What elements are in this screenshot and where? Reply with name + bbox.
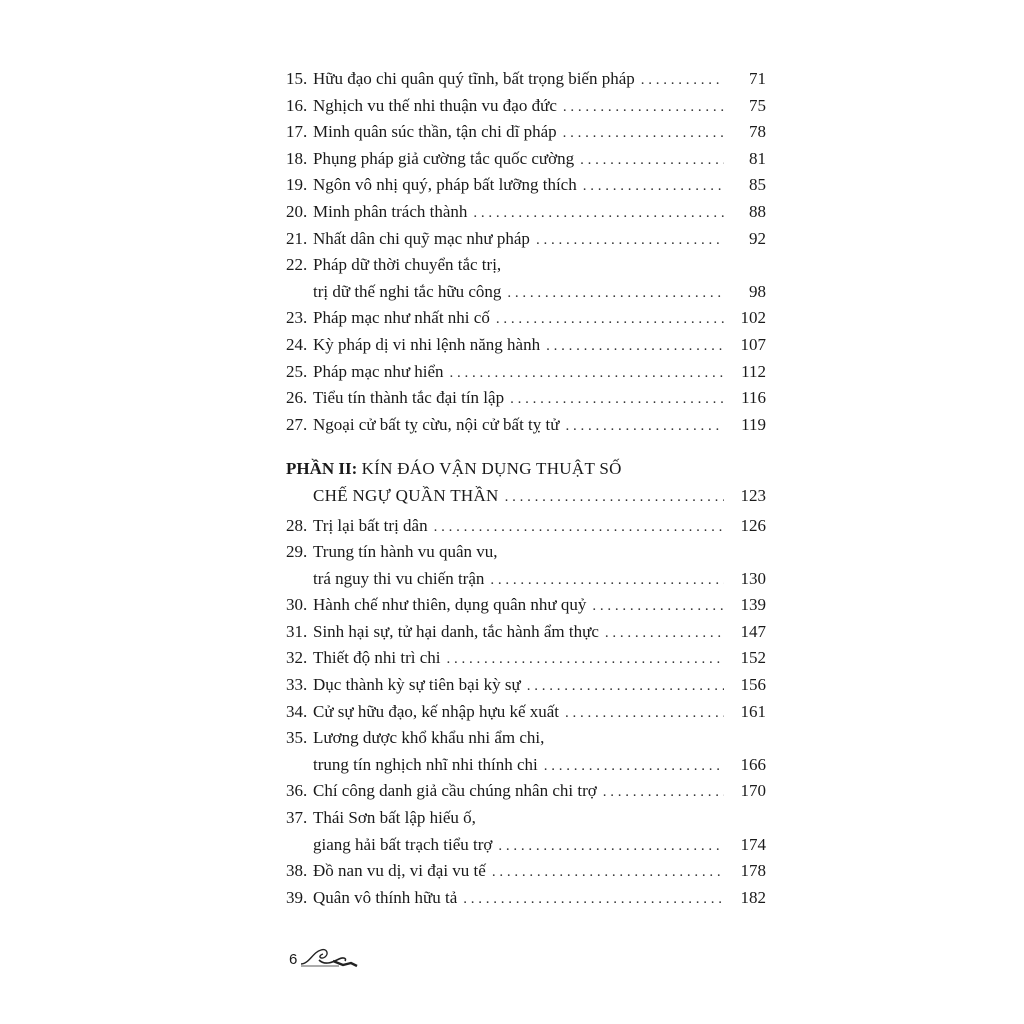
part-page-number: 123: [740, 485, 766, 505]
entry-title: Trị lại bất trị dân: [313, 515, 428, 535]
entry-title: Tiểu tín thành tắc đại tín lập: [313, 388, 505, 408]
entry-number: 29.: [286, 542, 308, 562]
dot-leader: [498, 833, 724, 860]
entry-number: 25.: [286, 361, 308, 381]
toc-entry: [286, 619, 766, 646]
part-heading: [286, 459, 766, 512]
dot-leader: [450, 360, 724, 387]
toc-entry-line: [286, 619, 766, 646]
dot-leader: [434, 514, 724, 541]
toc-entry: [286, 885, 766, 912]
entry-title: Minh quân súc thần, tận chi dĩ pháp: [313, 122, 557, 142]
toc-entry: [286, 385, 766, 412]
entry-page-number: 98: [749, 281, 766, 301]
part-spacer: [286, 438, 766, 459]
entry-number: 33.: [286, 675, 308, 695]
entry-page-number: 102: [740, 308, 766, 328]
entry-number: 38.: [286, 861, 308, 881]
entry-title: giang hải bất trạch tiểu trợ: [313, 834, 493, 854]
toc-entry: [286, 592, 766, 619]
entry-page-number: 130: [740, 568, 766, 588]
toc-entry-line: [286, 832, 766, 859]
toc-entry: [286, 66, 766, 93]
dot-leader: [603, 779, 724, 806]
entry-page-number: 174: [740, 834, 766, 854]
entry-number: 27.: [286, 414, 308, 434]
dot-leader: [490, 567, 724, 594]
entry-title: trá nguy thi vu chiến trận: [313, 568, 485, 588]
part-title-line-1: KÍN ĐÁO VẬN DỤNG THUẬT SỐ: [361, 459, 622, 479]
toc-entry: [286, 645, 766, 672]
dot-leader: [492, 859, 724, 886]
part-heading-line-1: [286, 459, 766, 486]
dot-leader: [527, 673, 724, 700]
entry-page-number: 112: [741, 361, 766, 381]
toc-entry: [286, 93, 766, 120]
entry-title: Pháp mạc như nhất nhi cố: [313, 308, 490, 328]
toc-entry-line: [286, 672, 766, 699]
toc-entry: [286, 672, 766, 699]
entry-page-number: 119: [741, 414, 766, 434]
toc-entry: [286, 805, 766, 858]
entry-title: Nghịch vu thế nhi thuận vu đạo đức: [313, 95, 557, 115]
toc-entry-line: [286, 592, 766, 619]
toc-entry-line: [286, 513, 766, 540]
entry-title: Cử sự hữu đạo, kế nhập hựu kế xuất: [313, 701, 560, 721]
toc-entry: [286, 778, 766, 805]
entry-page-number: 170: [740, 781, 766, 801]
entry-number: 35.: [286, 728, 308, 748]
toc-entry-line: [286, 752, 766, 779]
toc-entry-line: [286, 885, 766, 912]
toc-group-part-two: [286, 513, 766, 912]
entry-number: 32.: [286, 648, 308, 668]
entry-number: 17.: [286, 122, 308, 142]
entry-number: 39.: [286, 887, 308, 907]
toc-entry-line: [286, 252, 766, 279]
entry-page-number: 81: [749, 148, 766, 168]
dot-leader: [496, 306, 724, 333]
entry-number: 37.: [286, 808, 308, 828]
entry-title: Kỳ pháp dị vi nhi lệnh năng hành: [313, 334, 541, 354]
entry-page-number: 182: [740, 887, 766, 907]
entry-page-number: 88: [749, 201, 766, 221]
entry-number: 30.: [286, 595, 308, 615]
table-of-contents: [286, 66, 766, 911]
entry-page-number: 126: [740, 515, 766, 535]
entry-page-number: 107: [740, 334, 766, 354]
entry-number: 36.: [286, 781, 308, 801]
part-heading-line-2: [286, 486, 766, 513]
page-number: 6: [289, 951, 298, 968]
toc-entry: [286, 172, 766, 199]
toc-entry-line: [286, 539, 766, 566]
entry-title: Trung tín hành vu quân vu,: [313, 542, 498, 562]
toc-entry-line: [286, 359, 766, 386]
entry-page-number: 166: [740, 754, 766, 774]
entry-title: Pháp mạc như hiển: [313, 361, 444, 381]
toc-entry: [286, 858, 766, 885]
entry-page-number: 156: [740, 675, 766, 695]
toc-entry: [286, 699, 766, 726]
entry-page-number: 178: [740, 861, 766, 881]
toc-entry-line: [286, 279, 766, 306]
dot-leader: [565, 700, 724, 727]
toc-entry-line: [286, 226, 766, 253]
toc-entry: [286, 226, 766, 253]
entry-page-number: 147: [740, 621, 766, 641]
entry-title: Phụng pháp giả cường tắc quốc cường: [313, 148, 575, 168]
dot-leader: [641, 67, 724, 94]
entry-number: 16.: [286, 95, 308, 115]
toc-entry: [286, 146, 766, 173]
entry-number: 31.: [286, 621, 308, 641]
toc-entry: [286, 359, 766, 386]
entry-title: Ngoại cử bất tỵ cừu, nội cử bất tỵ tử: [313, 414, 560, 434]
page-footer: [289, 944, 379, 968]
entry-number: 26.: [286, 388, 308, 408]
dot-leader: [507, 280, 724, 307]
dot-leader: [592, 593, 724, 620]
calligraphy-flourish-icon: [299, 944, 361, 968]
dot-leader: [505, 489, 724, 506]
toc-entry-line: [286, 385, 766, 412]
entry-number: 28.: [286, 515, 308, 535]
entry-title: Lương dược khổ khẩu nhi ẩm chi,: [313, 728, 545, 748]
toc-entry-line: [286, 645, 766, 672]
entry-title: trị dữ thế nghi tắc hữu công: [313, 281, 502, 301]
dot-leader: [473, 200, 724, 227]
toc-entry-line: [286, 778, 766, 805]
dot-leader: [583, 173, 724, 200]
dot-leader: [580, 147, 724, 174]
entry-title: Hữu đạo chi quân quý tĩnh, bất trọng biến pháp: [313, 69, 635, 88]
entry-number: 24.: [286, 334, 308, 354]
dot-leader: [563, 120, 724, 147]
entry-number: 20.: [286, 201, 308, 221]
entry-page-number: 71: [749, 69, 766, 88]
dot-leader: [463, 886, 724, 913]
dot-leader: [563, 94, 724, 121]
toc-entry-line: [286, 858, 766, 885]
entry-number: 23.: [286, 308, 308, 328]
entry-title: Chí công danh giả cầu chúng nhân chi trợ: [313, 781, 597, 801]
dot-leader: [510, 386, 724, 413]
toc-entry: [286, 199, 766, 226]
entry-title: Ngôn vô nhị quý, pháp bất lưỡng thích: [313, 175, 577, 195]
entry-title: Thái Sơn bất lập hiếu ố,: [313, 808, 476, 828]
toc-entry-line: [286, 199, 766, 226]
entry-page-number: 78: [749, 122, 766, 142]
toc-entry-line: [286, 66, 766, 93]
entry-title: Hành chế như thiên, dụng quân như quỷ: [313, 595, 587, 615]
toc-entry: [286, 513, 766, 540]
toc-entry-line: [286, 412, 766, 439]
toc-entry-line: [286, 146, 766, 173]
toc-entry-line: [286, 725, 766, 752]
entry-title: Nhất dân chi quỹ mạc như pháp: [313, 228, 530, 248]
dot-leader: [536, 227, 724, 254]
toc-entry: [286, 725, 766, 778]
toc-entry: [286, 119, 766, 146]
toc-entry: [286, 252, 766, 305]
entry-number: 21.: [286, 228, 308, 248]
entry-page-number: 85: [749, 175, 766, 195]
toc-entry: [286, 332, 766, 359]
dot-leader: [605, 620, 724, 647]
entry-number: 15.: [286, 69, 308, 88]
toc-entry: [286, 305, 766, 332]
entry-page-number: 139: [740, 595, 766, 615]
toc-entry-line: [286, 699, 766, 726]
part-title-line-2: CHẾ NGỰ QUẦN THẦN: [313, 485, 499, 505]
entry-title: Đồ nan vu dị, vi đại vu tế: [313, 861, 486, 881]
entry-title: Dục thành kỳ sự tiên bại kỳ sự: [313, 675, 521, 695]
toc-entry-line: [286, 93, 766, 120]
entry-page-number: 161: [740, 701, 766, 721]
toc-entry: [286, 412, 766, 439]
part-label: PHẦN II:: [286, 459, 362, 479]
entry-title: Sinh hại sự, tử hại danh, tắc hành ẩm thực: [313, 621, 599, 641]
toc-entry: [286, 539, 766, 592]
entry-title: trung tín nghịch nhĩ nhi thính chi: [313, 754, 538, 774]
toc-entry-line: [286, 119, 766, 146]
entry-title: Thiết độ nhi trì chi: [313, 648, 441, 668]
entry-number: 22.: [286, 255, 308, 275]
dot-leader: [565, 413, 724, 440]
dot-leader: [446, 646, 724, 673]
toc-entry-line: [286, 805, 766, 832]
toc-entry-line: [286, 566, 766, 593]
entry-title: Quân vô thính hữu tả: [313, 887, 458, 907]
entry-page-number: 116: [741, 388, 766, 408]
toc-entry-line: [286, 172, 766, 199]
entry-page-number: 92: [749, 228, 766, 248]
toc-group-part-one: [286, 66, 766, 438]
entry-number: 18.: [286, 148, 308, 168]
entry-number: 34.: [286, 701, 308, 721]
entry-page-number: 75: [749, 95, 766, 115]
entry-page-number: 152: [740, 648, 766, 668]
entry-number: 19.: [286, 175, 308, 195]
toc-entry-line: [286, 332, 766, 359]
entry-title: Minh phân trách thành: [313, 201, 468, 221]
dot-leader: [544, 753, 724, 780]
dot-leader: [546, 333, 724, 360]
entry-title: Pháp dữ thời chuyển tắc trị,: [313, 255, 502, 275]
toc-entry-line: [286, 305, 766, 332]
